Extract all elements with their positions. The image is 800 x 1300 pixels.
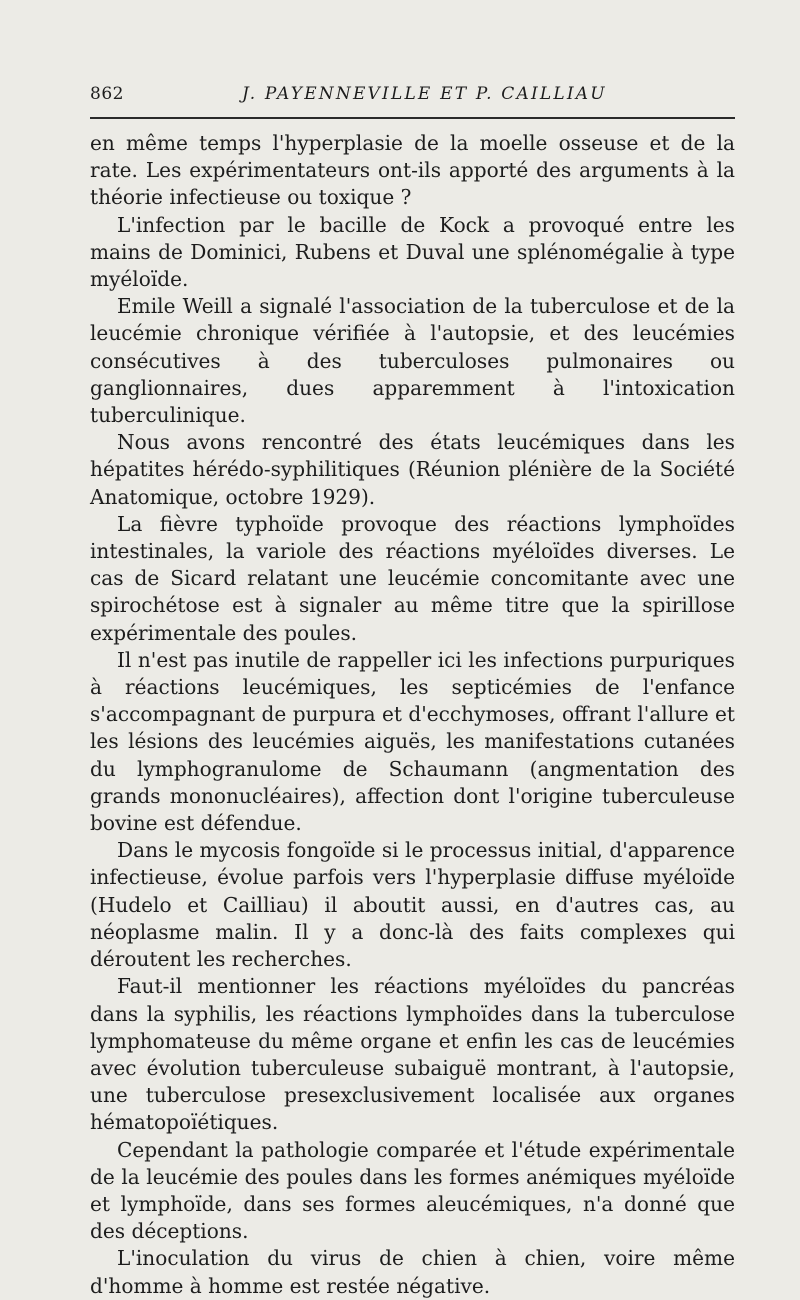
paragraph: Cependant la pathologie comparée et l'étude expérimentale de la leucémie des poules dans les formes anémiques myéloïde et lymphoïde, dans ses formes aleucémiques, n'a donné que des déceptions. bbox=[90, 1137, 735, 1244]
running-head: J. PAYENNEVILLE ET P. CAILLIAU bbox=[242, 84, 607, 104]
paragraph: Nous avons rencontré des états leucémiques dans les hépatites hérédo-syphilitiques (Réunion plénière de la Société Anatomique, octobre 1929). bbox=[90, 430, 735, 509]
paragraph: Il n'est pas inutile de rappeller ici les infections purpuriques à réactions leucémiques, les septicémies de l'enfance s'accompagnant de purpura et d'ecchymoses, offrant l'allure et les lésions des leucémies aiguës, les manifestations cutanées du lymphogranulome de Schaumann (angmentation des grands mononucléaires), affection dont l'origine tuberculeuse bovine est défendue. bbox=[90, 647, 735, 836]
body-text bbox=[90, 130, 735, 1300]
paragraph: Emile Weill a signalé l'association de la tuberculose et de la leucémie chronique vérifiée à l'autopsie, et des leucémies consécutives à des tuberculoses pulmonaires ou ganglionnaires, dues apparemment à l'intoxication tuberculinique. bbox=[90, 294, 735, 428]
paragraph: L'inoculation du virus de chien à chien, voire même d'homme à homme est restée négative. bbox=[90, 1246, 735, 1298]
paragraph: Dans le mycosis fongoïde si le processus initial, d'apparence infectieuse, évolue parfois vers l'hyperplasie diffuse myéloïde (Hudelo et Cailliau) il aboutit aussi, en d'autres cas, au néoplasme malin. Il y a donc-là des faits complexes qui déroutent les recherches. bbox=[90, 838, 735, 972]
header-rule bbox=[90, 117, 735, 119]
paragraph: en même temps l'hyperplasie de la moelle osseuse et de la rate. Les expérimentateurs ont-ils apporté des arguments à la théorie infectieuse ou toxique ? bbox=[90, 131, 735, 210]
page-number: 862 bbox=[90, 84, 124, 104]
paragraph: L'infection par le bacille de Kock a provoqué entre les mains de Dominici, Rubens et Duval une splénomégalie à type myéloïde. bbox=[90, 212, 735, 292]
paragraph: Faut-il mentionner les réactions myéloïdes du pancréas dans la syphilis, les réactions lymphoïdes dans la tuberculose lymphomateuse du même organe et enfin les cas de leucémies avec évolution tuberculeuse subaiguë montrant, à l'autopsie, une tuberculose presexclusivement localisée aux organes hématopoïétiques. bbox=[90, 974, 735, 1135]
page-header bbox=[90, 84, 735, 108]
paragraph: La fièvre typhoïde provoque des réactions lymphoïdes intestinales, la variole des réactions myéloïdes diverses. Le cas de Sicard relatant une leucémie concomitante avec une spirochétose est à signaler au même titre que la spirillose expérimentale des poules. bbox=[90, 511, 735, 645]
